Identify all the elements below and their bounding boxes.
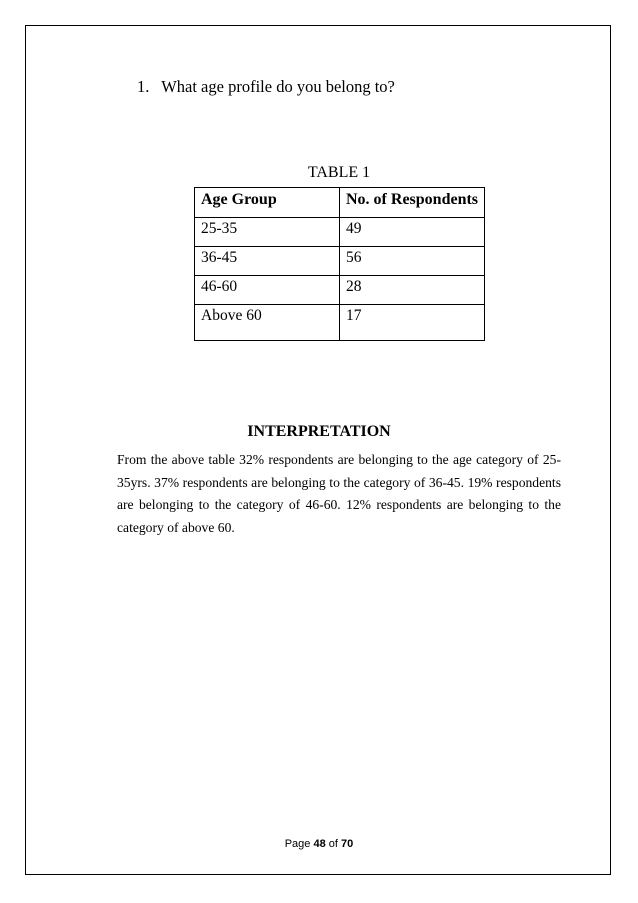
- cell-age-group: 46-60: [195, 276, 340, 305]
- table-row: [195, 305, 485, 341]
- page-label: Page: [284, 838, 311, 850]
- total-pages-number: 70: [341, 838, 354, 850]
- table-row: [195, 218, 485, 247]
- cell-respondents: 28: [340, 276, 485, 305]
- question-text: What age profile do you belong to?: [161, 77, 395, 96]
- interpretation-paragraph: From the above table 32% respondents are belonging to the age category of 25-35yrs. 37% respondents are belonging to the category of 36-45. 19% respondents are belonging to the category of 46-60. 12% respondents are belonging to the category of above 60.: [117, 452, 561, 535]
- interpretation-heading: INTERPRETATION: [247, 423, 391, 440]
- cell-respondents: 49: [340, 218, 485, 247]
- question: [137, 76, 395, 98]
- header-age-group: Age Group: [195, 188, 340, 218]
- cell-age-group: 36-45: [195, 247, 340, 276]
- cell-respondents: 56: [340, 247, 485, 276]
- of-label: of: [328, 838, 338, 850]
- table-header-row: [195, 188, 485, 218]
- respondents-table: [194, 187, 485, 341]
- table-caption: TABLE 1: [307, 164, 371, 181]
- header-respondents: No. of Respondents: [340, 188, 485, 218]
- current-page-number: 48: [313, 838, 326, 850]
- cell-respondents: 17: [340, 305, 485, 341]
- question-number: 1.: [137, 77, 150, 96]
- table-row: [195, 276, 485, 305]
- table-row: [195, 247, 485, 276]
- cell-age-group: 25-35: [195, 218, 340, 247]
- cell-age-group: Above 60: [195, 305, 340, 341]
- page-footer: [0, 837, 638, 851]
